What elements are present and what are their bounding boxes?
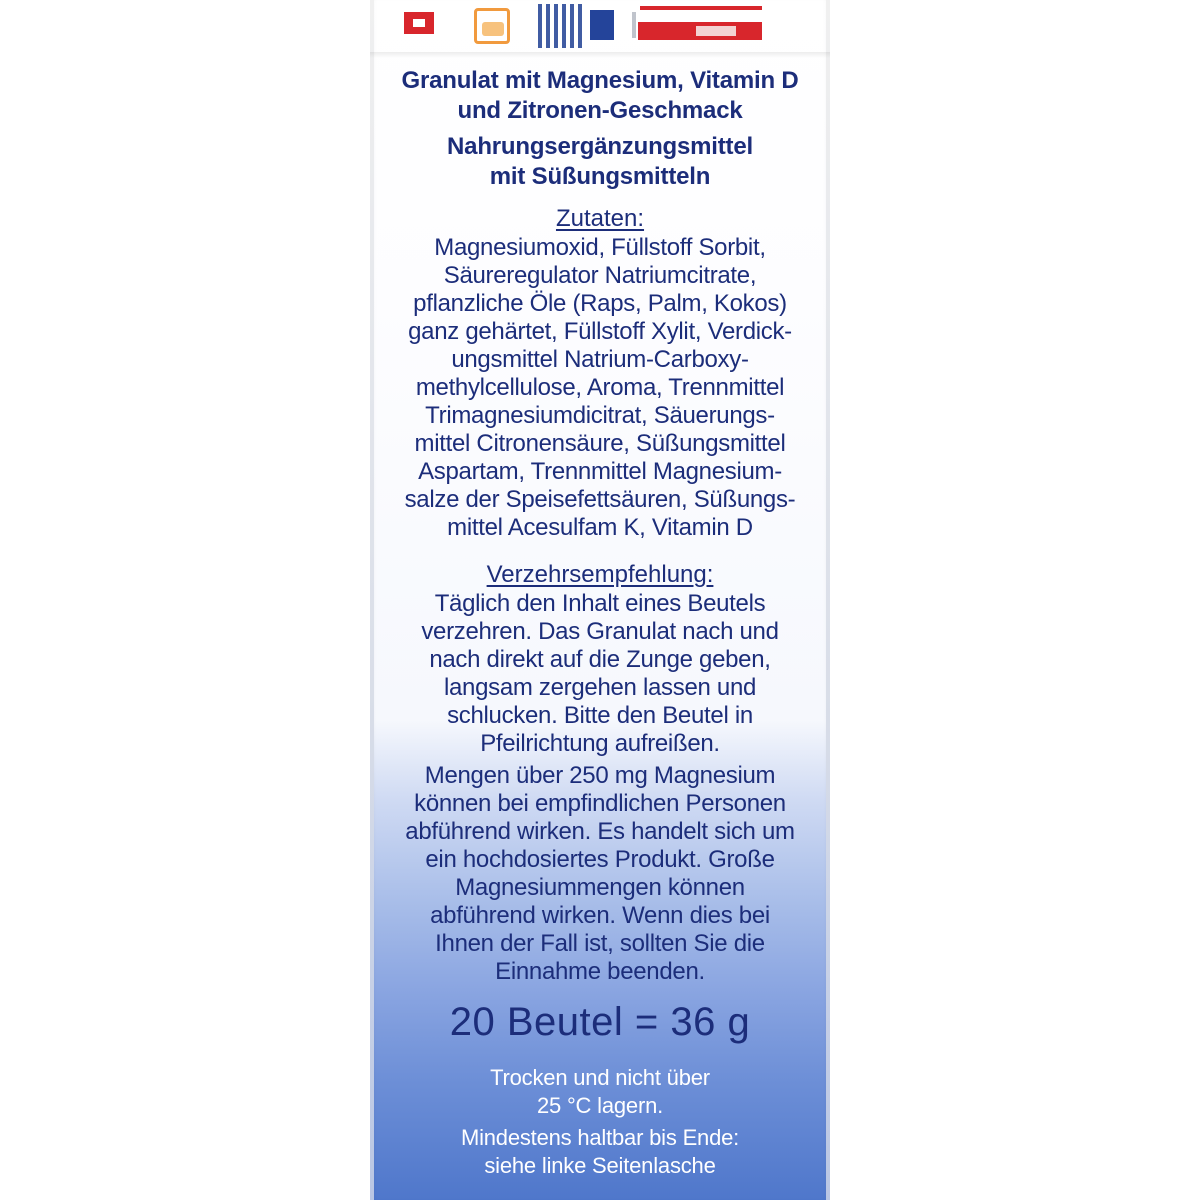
divider-line [632,12,636,38]
warning-line: abführend wirken. Wenn dies bei [430,902,770,929]
product-category [370,132,830,192]
best-before-line: siehe linke Seitenlasche [484,1153,716,1178]
ingredients-line: Trimagnesiumdicitrat, Säuerungs- [425,402,775,429]
ingredients-line: Säureregulator Natriumcitrate, [443,262,757,289]
warning-line: abführend wirken. Es handelt sich um [405,818,795,845]
ingredients-line: mittel Acesulfam K, Vitamin D [447,514,753,541]
ingredients-section [370,204,830,542]
warning-line: Magnesiummengen können [455,874,745,901]
blue-brand-lettering-graphic [538,4,582,48]
best-before-line: Mindestens haltbar bis Ende: [460,1125,740,1150]
ingredients-line: salze der Speisefettsäuren, Süßungs- [404,486,796,513]
warning-line: Mengen über 250 mg Magnesium [424,762,776,789]
top-flap-artwork [370,0,830,60]
red-band-graphic [638,22,762,40]
recommendation-line: schlucken. Bitte den Beutel in [447,702,753,729]
orange-fill-graphic [482,22,504,36]
recommendation-line: langsam zergehen lassen und [443,674,757,701]
warning-line: Einnahme beenden. [495,958,705,985]
package-content: 20 Beutel = 36 g [449,1000,751,1044]
recommendation-line: Täglich den Inhalt eines Beutels [434,590,766,617]
recommendation-title: Verzehrsempfehlung: [486,561,714,588]
storage-line: Trocken und nicht über [490,1065,710,1090]
warning-line: Ihnen der Fall ist, sollten Sie die [435,930,765,957]
package-side-panel [370,0,830,1200]
ingredients-line: Magnesiumoxid, Füllstoff Sorbit, [434,234,766,261]
recommendation-line: Pfeilrichtung aufreißen. [480,730,720,757]
ingredients-line: mittel Citronensäure, Süßungsmittel [414,430,786,457]
product-description-line: und Zitronen-Geschmack [457,97,743,124]
red-logo-mark [404,12,434,34]
product-category-line: Nahrungsergänzungsmittel [447,133,753,160]
blue-bar-graphic [590,10,614,40]
ingredients-line: Aspartam, Trennmittel Magnesium- [418,458,782,485]
recommendation-text [370,590,830,758]
ingredients-line: ungsmittel Natrium-Carboxy- [451,346,749,373]
ingredients-title: Zutaten: [555,205,645,232]
storage-line: 25 °C lagern. [536,1093,664,1118]
product-description [370,66,830,126]
storage-instructions [370,1064,830,1120]
recommendation-section [370,560,830,758]
best-before-note [370,1124,830,1180]
ingredients-line: methylcellulose, Aroma, Trennmittel [415,374,785,401]
warning-text [370,762,830,986]
recommendation-line: nach direkt auf die Zunge geben, [429,646,771,673]
recommendation-line: verzehren. Das Granulat nach und [421,618,779,645]
product-category-line: mit Süßungsmitteln [489,163,711,190]
ingredients-line: pflanzliche Öle (Raps, Palm, Kokos) [413,290,787,317]
ingredients-line: ganz gehärtet, Füllstoff Xylit, Verdick- [408,318,792,345]
ingredients-text [370,234,830,542]
warning-line: ein hochdosiertes Produkt. Große [425,846,775,873]
product-description-line: Granulat mit Magnesium, Vitamin D [401,67,799,94]
flap-fold-shadow [370,52,830,58]
warning-line: können bei empfindlichen Personen [414,790,786,817]
